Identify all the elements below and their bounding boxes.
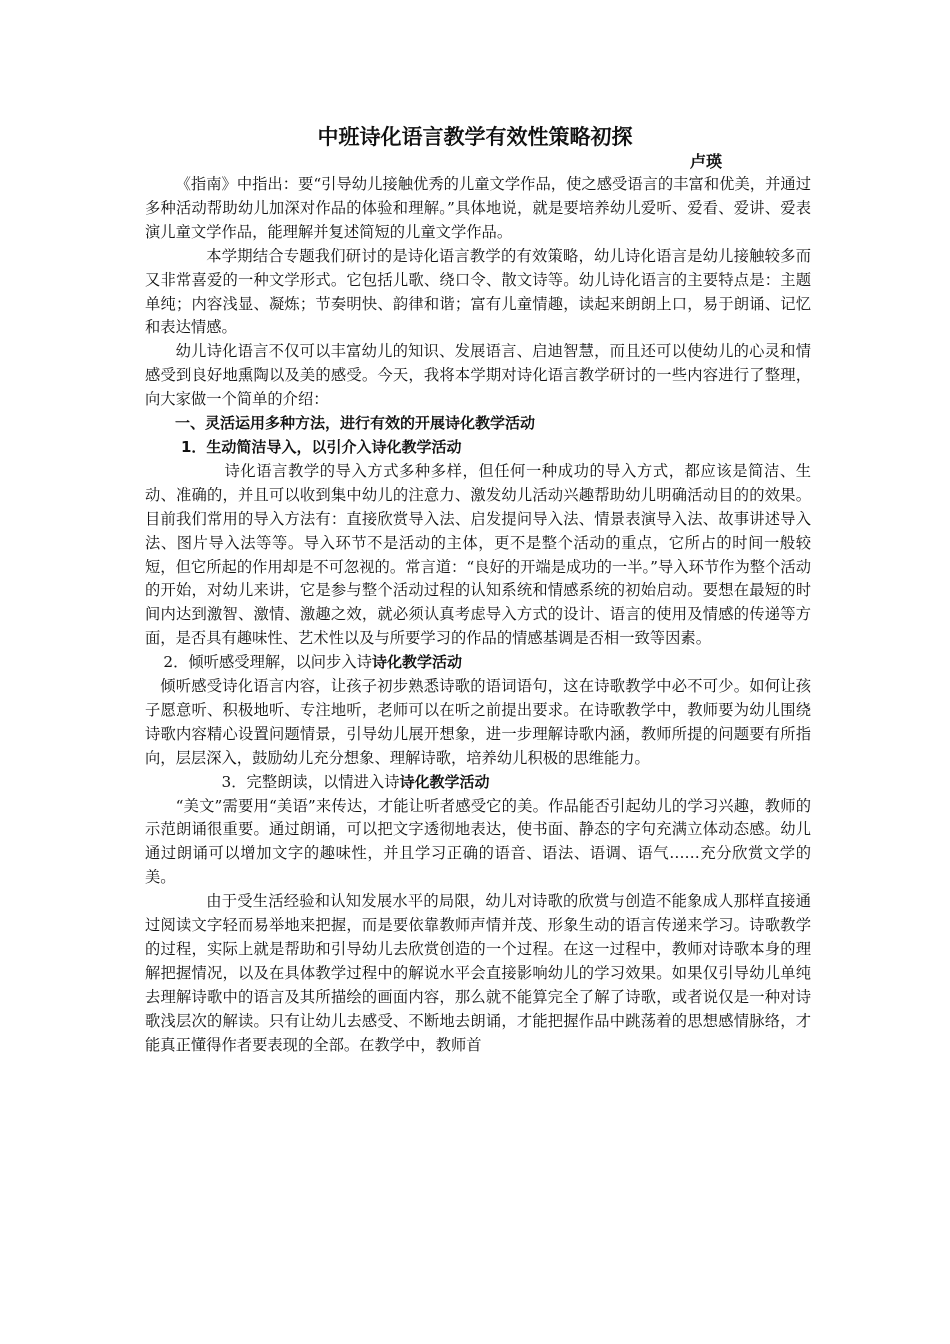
paragraph-intro: 《指南》中指出：要“引导幼儿接触优秀的儿童文学作品，使之感受语言的丰富和优美，并通过多种活动帮助幼儿加深对作品的体验和理解。”具体地说，就是要培养幼儿爱听、爱看、爱讲、爱表演儿童文学作品，能理解并复述简短的儿童文学作品。 — [145, 175, 811, 241]
document-body — [145, 173, 811, 1058]
document-title: 中班诗化语言教学有效性策略初探 — [317, 125, 633, 149]
heading-1-3-plain: 3．完整朗读，以情进入诗 — [221, 772, 400, 791]
subsection-heading-1-3 — [145, 771, 811, 795]
paragraph-semester-topic: 本学期结合专题我们研讨的是诗化语言教学的有效策略，幼儿诗化语言是幼儿接触较多而又非常喜爱的一种文学形式。它包括儿歌、绕口令、散文诗等。幼儿诗化语言的主要特点是：主题单纯；内容浅显、凝炼；节奏明快、韵律和谐；富有儿童情趣，读起来朗朗上口，易于朗诵、记忆和表达情感。 — [145, 246, 811, 337]
heading-1-3-bold: 诗化教学活动 — [399, 772, 490, 791]
subsection-heading-1-1: 1．生动简洁导入，以引介入诗化教学活动 — [181, 437, 462, 456]
author-name: 卢瑛 — [690, 152, 723, 171]
paragraph-introduction-methods: 诗化语言教学的导入方式多种多样，但任何一种成功的导入方式，都应该是简洁、生动、准确的，并且可以收到集中幼儿的注意力、激发幼儿活动兴趣帮助幼儿明确活动目的的效果。目前我们常用的导入方法有：直接欣赏导入法、启发提问导入法、情景表演导入法、故事讲述导入法、图片导入法等等。导入环节不是活动的主体，更不是整个活动的重点，它所占的时间一般较短，但它所起的作用却是不可忽视的。常言道：“良好的开端是成功的一半。”导入环节作为整个活动的开始，对幼儿来讲，它是参与整个活动过程的认知系统和情感系统的初始启动。要想在最短的时间内达到激智、激情、激趣之效，就必须认真考虑导入方式的设计、语言的使用及情感的传递等方面，是否具有趣味性、艺术性以及与所要学习的作品的情感基调是否相一致等因素。 — [145, 461, 811, 648]
paragraph-teacher-role: 由于受生活经验和认知发展水平的局限，幼儿对诗歌的欣赏与创造不能象成人那样直接通过阅读文字轻而易举地来把握，而是要依靠教师声情并茂、形象生动的语言传递来学习。诗歌教学的过程，实际上就是帮助和引导幼儿去欣赏创造的一个过程。在这一过程中，教师对诗歌本身的理解把握情况，以及在具体教学过程中的解说水平会直接影响幼儿的学习效果。如果仅引导幼儿单纯去理解诗歌中的语言及其所描绘的画面内容，那么就不能算完全了解了诗歌，或者说仅是一种对诗歌浅层次的解读。只有让幼儿去感受、不断地去朗诵，才能把握作品中跳荡着的思想感情脉络，才能真正懂得作者要表现的全部。在教学中，教师首 — [145, 892, 811, 1054]
paragraph-benefits: 幼儿诗化语言不仅可以丰富幼儿的知识、发展语言、启迪智慧，而且还可以使幼儿的心灵和情感受到良好地熏陶以及美的感受。今天，我将本学期对诗化语言教学研讨的一些内容进行了整理，向大家做一个简单的介绍： — [145, 342, 811, 409]
subsection-heading-1-2 — [145, 651, 811, 675]
section-heading-1: 一、灵活运用多种方法，进行有效的开展诗化教学活动 — [175, 414, 536, 433]
paragraph-reading-aloud: “美文”需要用“美语”来传达，才能让听者感受它的美。作品能否引起幼儿的学习兴趣，教师的示范朗诵很重要。通过朗诵，可以把文字透彻地表达，使书面、静态的字句充满立体动态感。幼儿通过朗诵可以增加文字的趣味性，并且学习正确的语音、语法、语调、语气……充分欣赏文学的美。 — [145, 796, 811, 887]
paragraph-listening: 倾听感受诗化语言内容，让孩子初步熟悉诗歌的语词语句，这在诗歌教学中必不可少。如何让孩子愿意听、积极地听、专注地听，老师可以在听之前提出要求。在诗歌教学中，教师要为幼儿围绕诗歌内容精心设置问题情景，引导幼儿展开想象，进一步理解诗歌内涵，教师所提的问题要有所指向，层层深入，鼓励幼儿充分想象、理解诗歌，培养幼儿积极的思维能力。 — [145, 677, 811, 767]
heading-1-2-bold: 诗化教学活动 — [371, 653, 462, 672]
heading-1-2-plain: 2．倾听感受理解，以问步入诗 — [163, 653, 372, 672]
